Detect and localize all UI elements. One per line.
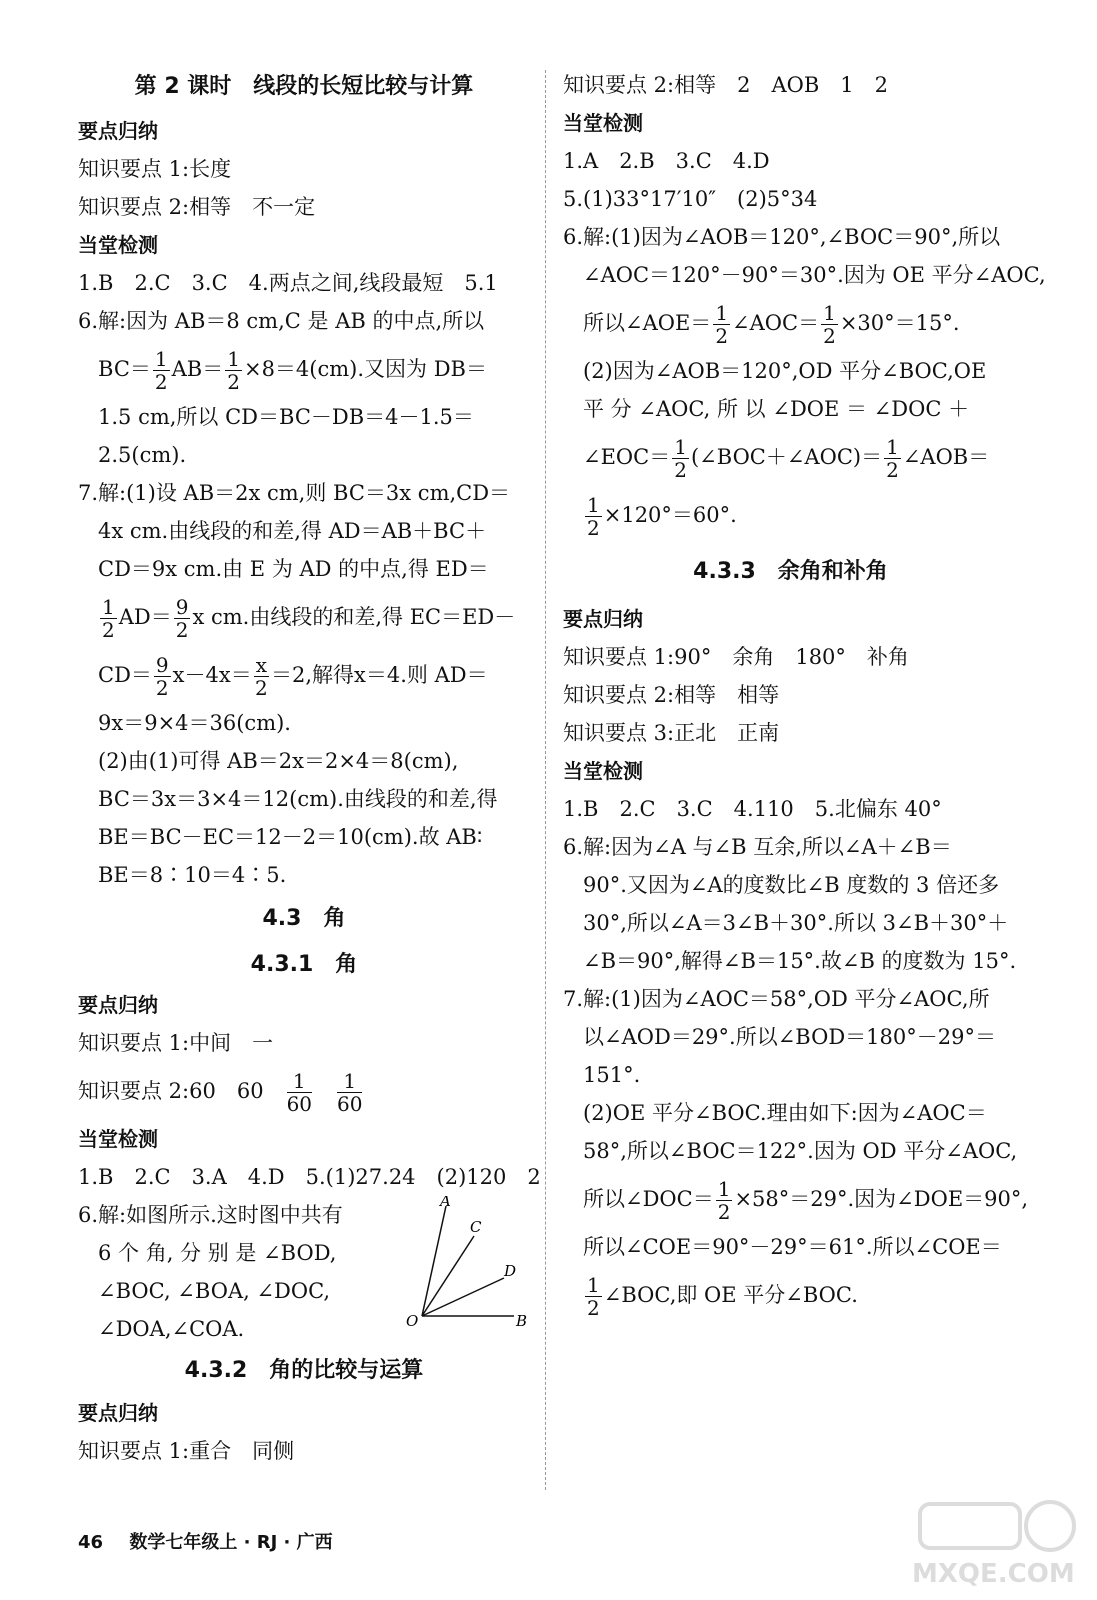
solution-line: CD＝9x cm.由 E 为 AD 的中点,得 ED＝ (98, 557, 489, 581)
section-heading: 要点归纳 (78, 119, 158, 143)
solution-line: ∠AOC＝120°－90°＝30°.因为 OE 平分∠AOC, (583, 263, 1046, 287)
answer-line: 1.B 2.C 3.A 4.D 5.(1)27.24 (2)120 2 (78, 1165, 541, 1189)
left-column (78, 62, 541, 1470)
solution-line: (2)因为∠AOB＝120°,OD 平分∠BOC,OE (583, 359, 987, 383)
lesson-title: 第 2 课时 线段的长短比较与计算 (134, 74, 474, 99)
fraction: $\frac{1}{60}$ (337, 1069, 363, 1116)
fraction: $\frac{1}{2}$ (823, 301, 836, 348)
solution-line: 151°. (583, 1063, 641, 1087)
solution-line: 1.5 cm,所以 CD＝BC－DB＝4－1.5＝ (98, 405, 474, 429)
fraction: $\frac{x}{2}$ (254, 653, 268, 700)
angle-figure (404, 1196, 534, 1336)
solution-line: 6 个 角, 分 别 是 ∠BOD, (98, 1241, 337, 1265)
solution-line: 9x＝9×4＝36(cm). (98, 711, 291, 735)
solution-line: 58°,所以∠BOC＝122°.因为 OD 平分∠AOC, (583, 1139, 1018, 1163)
section-heading: 要点归纳 (78, 993, 158, 1017)
subsection-title: 4.3.2 角的比较与运算 (184, 1358, 424, 1383)
text: ×8＝4(cm).又因为 DB＝ (243, 357, 487, 381)
point-label-b: B (516, 1312, 528, 1330)
watermark-text: MXQE.COM (912, 1559, 1075, 1589)
solution-line: BE＝8∶10＝4∶5. (98, 863, 287, 887)
solution-line: 6.解:如图所示.这时图中共有 (78, 1203, 343, 1227)
fraction: $\frac{1}{2}$ (587, 1273, 600, 1320)
solution-line: 以∠AOD＝29°.所以∠BOD＝180°－29°＝ (583, 1025, 996, 1049)
knowledge-point: 知识要点 2:相等 相等 (563, 683, 780, 707)
knowledge-point: 知识要点 2:相等 不一定 (78, 195, 316, 219)
solution-line: 90°.又因为∠A的度数比∠B 度数的 3 倍还多 (583, 873, 1000, 897)
section-heading: 当堂检测 (78, 233, 158, 257)
knowledge-point: 知识要点 1:90° 余角 180° 补角 (563, 645, 909, 669)
fraction: $\frac{1}{2}$ (102, 595, 115, 642)
fraction: $\frac{1}{2}$ (227, 347, 240, 394)
column-divider (545, 70, 546, 1490)
solution-line: 6.解:(1)因为∠AOB＝120°,∠BOC＝90°,所以 (563, 225, 1001, 249)
point-label-c: C (470, 1218, 482, 1236)
subsection-title: 4.3.1 角 (250, 952, 358, 977)
solution-line: 所以∠COE＝90°－29°＝61°.所以∠COE＝ (583, 1235, 1002, 1259)
answer-line: 1.A 2.B 3.C 4.D (563, 149, 770, 173)
knowledge-point: 知识要点 2:60 60 $\frac{1}{60}$ $\frac{1}{60}$ (78, 1069, 363, 1116)
knowledge-point: 知识要点 3:正北 正南 (563, 721, 780, 745)
knowledge-point: 知识要点 1:重合 同侧 (78, 1439, 295, 1463)
fraction: $\frac{1}{2}$ (154, 347, 168, 394)
fraction: $\frac{1}{2}$ (886, 435, 899, 482)
solution-line: CD＝ $\frac{9}{2}$ x－4x＝ $\frac{x}{2}$ ＝2,解得x＝4.则 AD＝ (98, 653, 488, 700)
solution-line: BC＝3x＝3×4＝12(cm).由线段的和差,得 (98, 787, 498, 811)
answer-line: 1.B 2.C 3.C 4.两点之间,线段最短 5.1 (78, 271, 498, 295)
solution-line: 所以∠AOE＝ $\frac{1}{2}$ ∠AOC＝ $\frac{1}{2}$ ×30°＝15°. (583, 301, 960, 348)
fraction: $\frac{1}{60}$ (286, 1069, 313, 1116)
page-number: 46 (78, 1532, 104, 1553)
solution-line: ∠EOC＝ $\frac{1}{2}$ (∠BOC＋∠AOC)＝ $\frac{1}{2}$ ∠AOB＝ (583, 435, 990, 482)
point-label-d: D (504, 1262, 517, 1280)
fraction: $\frac{9}{2}$ (175, 595, 189, 642)
fraction: $\frac{1}{2}$ (587, 493, 600, 540)
answer-line: 5.(1)33°17′10″ (2)5°34 (563, 187, 818, 211)
knowledge-point: 知识要点 1:中间 一 (78, 1031, 274, 1055)
solution-line: 7.解:(1)设 AB＝2x cm,则 BC＝3x cm,CD＝ (78, 481, 511, 505)
fraction: $\frac{1}{2}$ (674, 435, 687, 482)
section-title: 4.3 角 (262, 906, 346, 931)
fraction: $\frac{9}{2}$ (155, 653, 169, 700)
book-title: 数学七年级上 · RJ · 广西 (129, 1532, 333, 1553)
watermark-logo (900, 1490, 1080, 1590)
point-label-a: A (440, 1196, 451, 1210)
solution-line: $\frac{1}{2}$ ∠BOC,即 OE 平分∠BOC. (587, 1273, 858, 1320)
section-heading: 当堂检测 (563, 759, 643, 783)
solution-line: (2)由(1)可得 AB＝2x＝2×4＝8(cm), (98, 749, 459, 773)
figure-row (78, 1196, 530, 1348)
text: AB＝ (171, 357, 224, 381)
solution-line: 30°,所以∠A＝3∠B＋30°.所以 3∠B＋30°＋ (583, 911, 1009, 935)
section-heading: 要点归纳 (563, 607, 643, 631)
fraction: $\frac{1}{2}$ (715, 301, 729, 348)
solution-line: (2)OE 平分∠BOC.理由如下:因为∠AOC＝ (583, 1101, 987, 1125)
solution-line: $\frac{1}{2}$ AD＝ $\frac{9}{2}$ x cm.由线段的和差,得 EC＝ED－ (102, 595, 516, 642)
solution-line: ∠DOA,∠COA. (98, 1317, 245, 1341)
right-column (563, 66, 1046, 1324)
solution-line: 4x cm.由线段的和差,得 AD＝AB＋BC＋ (98, 519, 487, 543)
solution-line: 平 分 ∠AOC, 所 以 ∠DOE ＝ ∠DOC ＋ (583, 397, 970, 421)
solution-line: BE＝BC－EC＝12－2＝10(cm).故 AB∶ (98, 825, 483, 849)
solution-line: $\frac{1}{2}$ ×120°＝60°. (587, 493, 737, 540)
solution-line: 7.解:(1)因为∠AOC＝58°,OD 平分∠AOC,所 (563, 987, 990, 1011)
knowledge-point: 知识要点 1:长度 (78, 157, 232, 181)
solution-line: 所以∠DOC＝ $\frac{1}{2}$ ×58°＝29°.因为∠DOE＝90°, (583, 1177, 1029, 1224)
solution-line (78, 340, 530, 398)
subsection-title: 4.3.3 余角和补角 (693, 559, 888, 584)
solution-line: ∠BOC, ∠BOA, ∠DOC, (98, 1279, 331, 1303)
solution-line: 6.解:因为 AB＝8 cm,C 是 AB 的中点,所以 (78, 309, 485, 333)
solution-line: 2.5(cm). (98, 443, 187, 467)
point-label-o: O (406, 1312, 419, 1330)
text: BC＝ (98, 357, 151, 381)
section-heading: 当堂检测 (78, 1127, 158, 1151)
answer-line: 1.B 2.C 3.C 4.110 5.北偏东 40° (563, 797, 942, 821)
fraction: $\frac{1}{2}$ (717, 1177, 731, 1224)
solution-line: 6.解:因为∠A 与∠B 互余,所以∠A＋∠B＝ (563, 835, 952, 859)
section-heading: 当堂检测 (563, 111, 643, 135)
page-footer (78, 1528, 333, 1554)
knowledge-point: 知识要点 2:相等 2 AOB 1 2 (563, 73, 889, 97)
solution-line: ∠B＝90°,解得∠B＝15°.故∠B 的度数为 15°. (583, 949, 1017, 973)
section-heading: 要点归纳 (78, 1401, 158, 1425)
